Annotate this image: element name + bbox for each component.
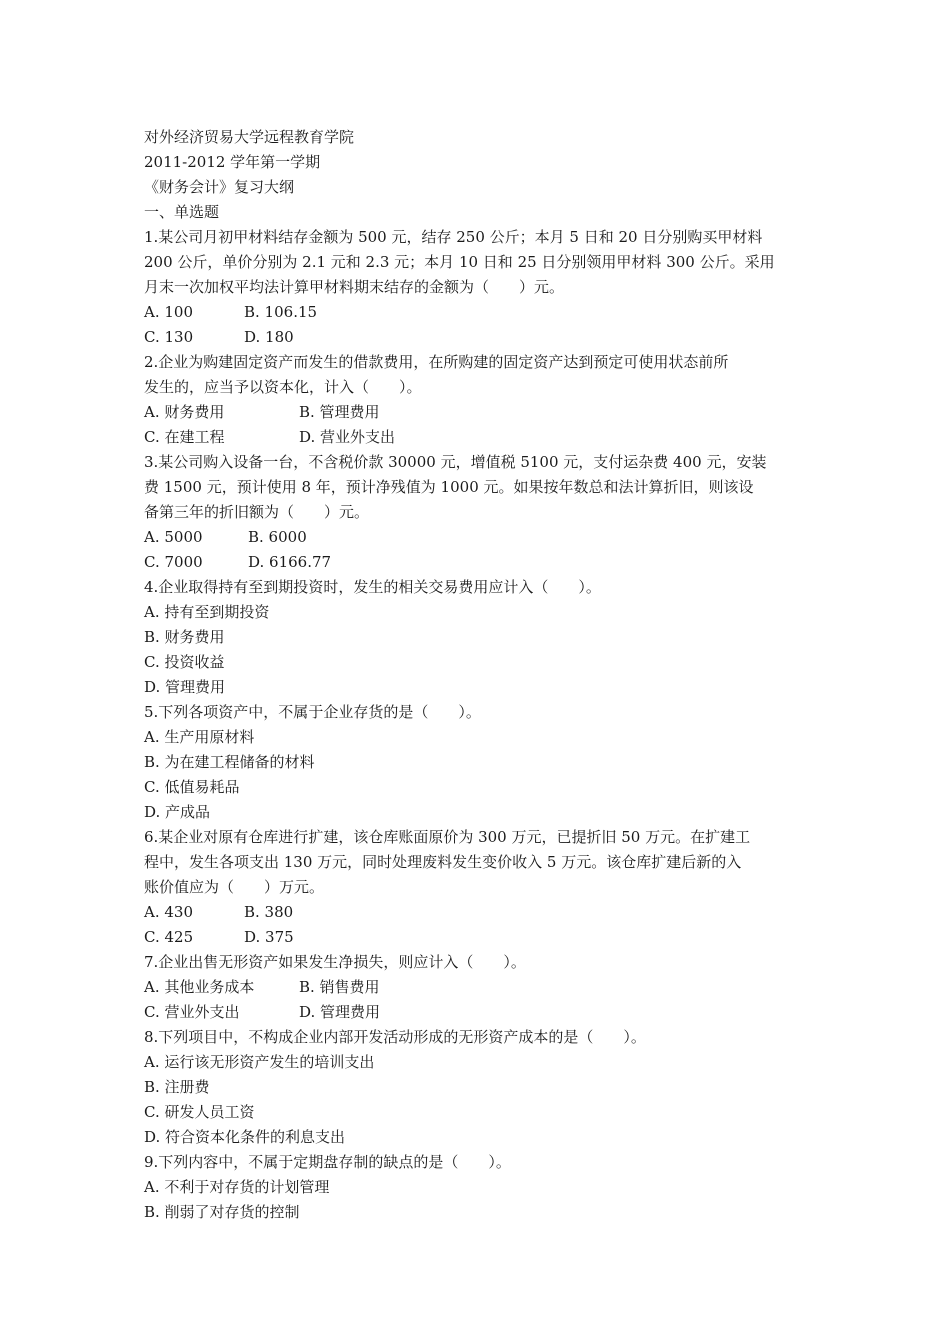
- option-row: [144, 975, 816, 1000]
- answer-option: D. 符合资本化条件的利息支出: [144, 1128, 346, 1146]
- answer-option: D. 180: [244, 328, 294, 346]
- option-row: [144, 1125, 816, 1150]
- question-4: [144, 575, 816, 700]
- option-row: [144, 525, 816, 550]
- question-text-line: 4.企业取得持有至到期投资时，发生的相关交易费用应计入（ ）。: [144, 578, 601, 596]
- option-row: [144, 675, 816, 700]
- answer-option: D. 375: [244, 928, 294, 946]
- answer-option: A. 100: [144, 303, 193, 321]
- answer-option: C. 低值易耗品: [144, 778, 240, 796]
- section-heading: 一、单选题: [144, 203, 220, 221]
- question-1: [144, 225, 816, 350]
- course-title: 《财务会计》复习大纲: [144, 178, 295, 196]
- answer-option: A. 5000: [144, 528, 203, 546]
- option-row: [144, 325, 816, 350]
- question-7: [144, 950, 816, 1025]
- question-2: [144, 350, 816, 450]
- answer-option: B. 注册费: [144, 1078, 210, 1096]
- answer-option: A. 持有至到期投资: [144, 603, 270, 621]
- question-text-line: 1.某公司月初甲材料结存金额为 500 元，结存 250 公斤；本月 5 日和 20 日分别购买甲材料: [144, 228, 763, 246]
- option-row: [144, 400, 816, 425]
- answer-option: D. 6166.77: [248, 553, 332, 571]
- option-row: [144, 1000, 816, 1025]
- option-row: [144, 600, 816, 625]
- question-text-line: 账价值应为（ ）万元。: [144, 878, 325, 896]
- question-text-line: 5.下列各项资产中，不属于企业存货的是（ ）。: [144, 703, 481, 721]
- question-3: [144, 450, 816, 575]
- option-row: [144, 800, 816, 825]
- answer-option: B. 6000: [248, 528, 307, 546]
- answer-option: B. 财务费用: [144, 628, 225, 646]
- option-row: [144, 725, 816, 750]
- answer-option: A. 不利于对存货的计划管理: [144, 1178, 330, 1196]
- answer-option: D. 产成品: [144, 803, 211, 821]
- option-row: [144, 625, 816, 650]
- option-row: [144, 550, 816, 575]
- answer-option: B. 销售费用: [299, 978, 380, 996]
- answer-option: C. 营业外支出: [144, 1003, 240, 1021]
- answer-option: A. 430: [144, 903, 193, 921]
- question-6: [144, 825, 816, 950]
- answer-option: B. 106.15: [244, 303, 318, 321]
- question-text-line: 程中，发生各项支出 130 万元，同时处理废料发生变价收入 5 万元。该仓库扩建后新的入: [144, 853, 742, 871]
- answer-option: A. 其他业务成本: [144, 978, 255, 996]
- option-row: [144, 1175, 816, 1200]
- question-text-line: 8.下列项目中，不构成企业内部开发活动形成的无形资产成本的是（ ）。: [144, 1028, 646, 1046]
- question-8: [144, 1025, 816, 1150]
- question-text-line: 200 公斤，单价分别为 2.1 元和 2.3 元；本月 10 日和 25 日分别领用甲材料 300 公斤。采用: [144, 253, 775, 271]
- option-row: [144, 1075, 816, 1100]
- question-9: [144, 1150, 816, 1225]
- answer-option: A. 生产用原材料: [144, 728, 255, 746]
- question-text-line: 月末一次加权平均法计算甲材料期末结存的金额为（ ）元。: [144, 278, 565, 296]
- option-row: [144, 425, 816, 450]
- answer-option: B. 管理费用: [299, 403, 380, 421]
- answer-option: B. 为在建工程储备的材料: [144, 753, 315, 771]
- answer-option: C. 425: [144, 928, 194, 946]
- option-row: [144, 900, 816, 925]
- answer-option: A. 财务费用: [144, 403, 225, 421]
- answer-option: D. 管理费用: [144, 678, 226, 696]
- option-row: [144, 1100, 816, 1125]
- question-text-line: 2.企业为购建固定资产而发生的借款费用，在所购建的固定资产达到预定可使用状态前所: [144, 353, 729, 371]
- option-row: [144, 925, 816, 950]
- school-name: 对外经济贸易大学远程教育学院: [144, 128, 355, 146]
- question-text-line: 3.某公司购入设备一台，不含税价款 30000 元，增值税 5100 元，支付运杂费 400 元，安装: [144, 453, 767, 471]
- question-text-line: 费 1500 元，预计使用 8 年，预计净残值为 1000 元。如果按年数总和法计算折旧，则该设: [144, 478, 754, 496]
- answer-option: C. 在建工程: [144, 428, 225, 446]
- answer-option: B. 380: [244, 903, 294, 921]
- question-list: [144, 225, 816, 1225]
- question-text-line: 9.下列内容中，不属于定期盘存制的缺点的是（ ）。: [144, 1153, 511, 1171]
- answer-option: C. 7000: [144, 553, 203, 571]
- option-row: [144, 1050, 816, 1075]
- question-text-line: 发生的，应当予以资本化，计入（ ）。: [144, 378, 422, 396]
- question-text-line: 6.某企业对原有仓库进行扩建，该仓库账面原价为 300 万元，已提折旧 50 万元。在扩建工: [144, 828, 751, 846]
- option-row: [144, 300, 816, 325]
- answer-option: C. 研发人员工资: [144, 1103, 255, 1121]
- option-row: [144, 775, 816, 800]
- term-line: 2011-2012 学年第一学期: [144, 153, 321, 171]
- answer-option: A. 运行该无形资产发生的培训支出: [144, 1053, 375, 1071]
- question-text-line: 备第三年的折旧额为（ ）元。: [144, 503, 370, 521]
- option-row: [144, 1200, 816, 1225]
- document-page: [144, 125, 816, 1225]
- answer-option: C. 130: [144, 328, 194, 346]
- answer-option: B. 削弱了对存货的控制: [144, 1203, 300, 1221]
- answer-option: D. 管理费用: [299, 1003, 381, 1021]
- question-text-line: 7.企业出售无形资产如果发生净损失，则应计入（ ）。: [144, 953, 526, 971]
- option-row: [144, 750, 816, 775]
- answer-option: C. 投资收益: [144, 653, 225, 671]
- question-5: [144, 700, 816, 825]
- answer-option: D. 营业外支出: [299, 428, 396, 446]
- option-row: [144, 650, 816, 675]
